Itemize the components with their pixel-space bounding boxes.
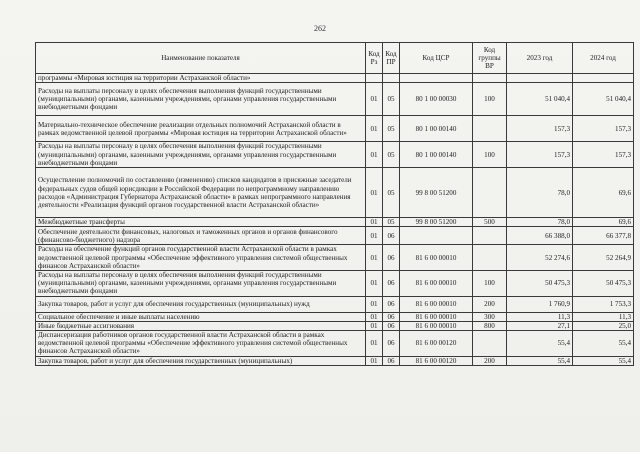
row-vr-cell <box>473 245 507 271</box>
row-csr-cell: 80 1 00 00140 <box>400 142 473 168</box>
row-pr-cell: 06 <box>383 321 400 330</box>
row-pr-cell: 06 <box>383 271 400 297</box>
row-rz-cell: 01 <box>366 321 383 330</box>
row-2023-cell: 55,4 <box>507 331 573 357</box>
row-rz-cell: 01 <box>366 83 383 116</box>
row-pr-cell: 05 <box>383 168 400 218</box>
row-vr-cell: 100 <box>473 142 507 168</box>
header-csr: Код ЦСР <box>400 43 473 74</box>
table-row <box>36 218 634 227</box>
row-name-cell: Диспансеризация работников органов государственной власти Астраханской области в рамках ведомственной целевой программы «Обеспечение эффективного управления системой общественных финансов Астраханской области» <box>36 331 366 357</box>
table-row <box>36 245 634 271</box>
row-csr-cell: 80 1 00 00030 <box>400 83 473 116</box>
row-csr-cell: 81 6 00 00010 <box>400 296 473 312</box>
row-pr-cell: 06 <box>383 331 400 357</box>
table-row <box>36 74 634 83</box>
row-vr-cell: 100 <box>473 83 507 116</box>
row-pr-cell: 05 <box>383 142 400 168</box>
header-2024: 2024 год <box>573 43 634 74</box>
row-name-cell: Расходы на выплаты персоналу в целях обеспечения выполнения функций государственными (муниципальными) органами, казенными учреждениями, органами управления государственными внебюджетными фондами <box>36 142 366 168</box>
row-name-cell: Расходы на выплаты персоналу в целях обеспечения выполнения функций государственными (муниципальными) органами, казенными учреждениями, органами управления государственными внебюджетными фондами <box>36 83 366 116</box>
row-name-cell: Материально-техническое обеспечение реализации отдельных полномочий Астраханской области в рамках ведомственной целевой программы «Мировая юстиция на территории Астраханской области» <box>36 116 366 142</box>
row-2023-cell: 55,4 <box>507 356 573 365</box>
row-2023-cell: 157,3 <box>507 116 573 142</box>
row-pr-cell <box>383 74 400 83</box>
row-pr-cell: 06 <box>383 296 400 312</box>
row-rz-cell: 01 <box>366 168 383 218</box>
row-name-cell: программы «Мировая юстиция на территории Астраханской области» <box>36 74 366 83</box>
row-name-cell: Осуществление полномочий по составлению (изменению) списков кандидатов в присяжные заседатели федеральных судов общей юрисдикции в Российской Федерации по непрограммному направлению расходов «Администрация Губернатора Астраханской области» в рамках непрограммного направления деятельности «Реализация функций органов государственной власти Астраханской области» <box>36 168 366 218</box>
row-pr-cell: 06 <box>383 245 400 271</box>
row-2024-cell: 69,6 <box>573 168 634 218</box>
row-rz-cell: 01 <box>366 312 383 321</box>
row-rz-cell: 01 <box>366 227 383 245</box>
row-pr-cell: 05 <box>383 218 400 227</box>
row-pr-cell: 06 <box>383 356 400 365</box>
row-2024-cell: 50 475,3 <box>573 271 634 297</box>
row-vr-cell: 800 <box>473 321 507 330</box>
header-2023: 2023 год <box>507 43 573 74</box>
row-name-cell: Закупка товаров, работ и услуг для обеспечения государственных (муниципальных) нужд <box>36 296 366 312</box>
row-2023-cell: 51 040,4 <box>507 83 573 116</box>
table-row <box>36 331 634 357</box>
row-2024-cell: 51 040,4 <box>573 83 634 116</box>
table-row <box>36 312 634 321</box>
row-2023-cell <box>507 74 573 83</box>
row-2024-cell: 55,4 <box>573 356 634 365</box>
row-vr-cell <box>473 74 507 83</box>
row-2024-cell: 157,3 <box>573 116 634 142</box>
row-2023-cell: 50 475,3 <box>507 271 573 297</box>
row-name-cell: Обеспечение деятельности финансовых, налоговых и таможенных органов и органов финансового (финансово-бюджетного) надзора <box>36 227 366 245</box>
row-vr-cell: 300 <box>473 312 507 321</box>
row-name-cell: Закупка товаров, работ и услуг для обеспечения государственных (муниципальных) <box>36 356 366 365</box>
table-row <box>36 321 634 330</box>
row-vr-cell <box>473 227 507 245</box>
row-rz-cell: 01 <box>366 142 383 168</box>
row-2023-cell: 78,0 <box>507 218 573 227</box>
budget-table <box>35 42 634 366</box>
header-rz: Код Рз <box>366 43 383 74</box>
row-csr-cell <box>400 227 473 245</box>
row-vr-cell: 500 <box>473 218 507 227</box>
header-pr: Код ПР <box>383 43 400 74</box>
row-csr-cell: 99 8 00 51200 <box>400 168 473 218</box>
table-row <box>36 227 634 245</box>
row-2024-cell: 66 377,8 <box>573 227 634 245</box>
table-row <box>36 168 634 218</box>
page-number: 262 <box>314 24 326 33</box>
row-2024-cell <box>573 74 634 83</box>
row-csr-cell: 80 1 00 00140 <box>400 116 473 142</box>
row-2024-cell: 11,3 <box>573 312 634 321</box>
row-2023-cell: 78,0 <box>507 168 573 218</box>
table-row <box>36 83 634 116</box>
row-vr-cell <box>473 331 507 357</box>
row-2023-cell: 11,3 <box>507 312 573 321</box>
row-rz-cell: 01 <box>366 271 383 297</box>
row-rz-cell <box>366 74 383 83</box>
row-vr-cell <box>473 168 507 218</box>
row-rz-cell: 01 <box>366 331 383 357</box>
row-vr-cell: 200 <box>473 356 507 365</box>
row-2023-cell: 1 760,9 <box>507 296 573 312</box>
row-rz-cell: 01 <box>366 245 383 271</box>
row-2024-cell: 157,3 <box>573 142 634 168</box>
row-vr-cell: 100 <box>473 271 507 297</box>
row-rz-cell: 01 <box>366 116 383 142</box>
row-pr-cell: 06 <box>383 227 400 245</box>
row-rz-cell: 01 <box>366 218 383 227</box>
table-body <box>36 74 634 366</box>
row-csr-cell: 81 6 00 00010 <box>400 321 473 330</box>
table-row <box>36 356 634 365</box>
row-vr-cell: 200 <box>473 296 507 312</box>
row-2023-cell: 52 274,6 <box>507 245 573 271</box>
row-rz-cell: 01 <box>366 356 383 365</box>
table-header-row <box>36 43 634 74</box>
row-2024-cell: 1 753,3 <box>573 296 634 312</box>
row-csr-cell: 99 8 00 51200 <box>400 218 473 227</box>
row-csr-cell <box>400 74 473 83</box>
row-csr-cell: 81 6 00 00120 <box>400 331 473 357</box>
header-name: Наименование показателя <box>36 43 366 74</box>
row-pr-cell: 05 <box>383 83 400 116</box>
row-rz-cell: 01 <box>366 296 383 312</box>
table-row <box>36 116 634 142</box>
row-name-cell: Расходы на выплаты персоналу в целях обеспечения выполнения функций государственными (муниципальными) органами, казенными учреждениями, органами управления государственными внебюджетными фондами <box>36 271 366 297</box>
row-name-cell: Иные бюджетные ассигнования <box>36 321 366 330</box>
row-pr-cell: 05 <box>383 116 400 142</box>
row-2023-cell: 27,1 <box>507 321 573 330</box>
table-row <box>36 296 634 312</box>
header-vr: Код группы ВР <box>473 43 507 74</box>
row-2024-cell: 52 264,9 <box>573 245 634 271</box>
row-2024-cell: 55,4 <box>573 331 634 357</box>
row-name-cell: Межбюджетные трансферты <box>36 218 366 227</box>
row-csr-cell: 81 6 00 00120 <box>400 356 473 365</box>
row-vr-cell <box>473 116 507 142</box>
table-row <box>36 142 634 168</box>
row-name-cell: Социальное обеспечение и иные выплаты населению <box>36 312 366 321</box>
row-2023-cell: 66 388,0 <box>507 227 573 245</box>
row-name-cell: Расходы на обеспечение функций органов государственной власти Астраханской области в рамках ведомственной целевой программы «Обеспечение эффективного управления системой общественных финансов Астраханской области» <box>36 245 366 271</box>
row-2024-cell: 25,0 <box>573 321 634 330</box>
row-csr-cell: 81 6 00 00010 <box>400 312 473 321</box>
row-2024-cell: 69,6 <box>573 218 634 227</box>
row-2023-cell: 157,3 <box>507 142 573 168</box>
row-pr-cell: 06 <box>383 312 400 321</box>
table-row <box>36 271 634 297</box>
row-csr-cell: 81 6 00 00010 <box>400 271 473 297</box>
row-csr-cell: 81 6 00 00010 <box>400 245 473 271</box>
